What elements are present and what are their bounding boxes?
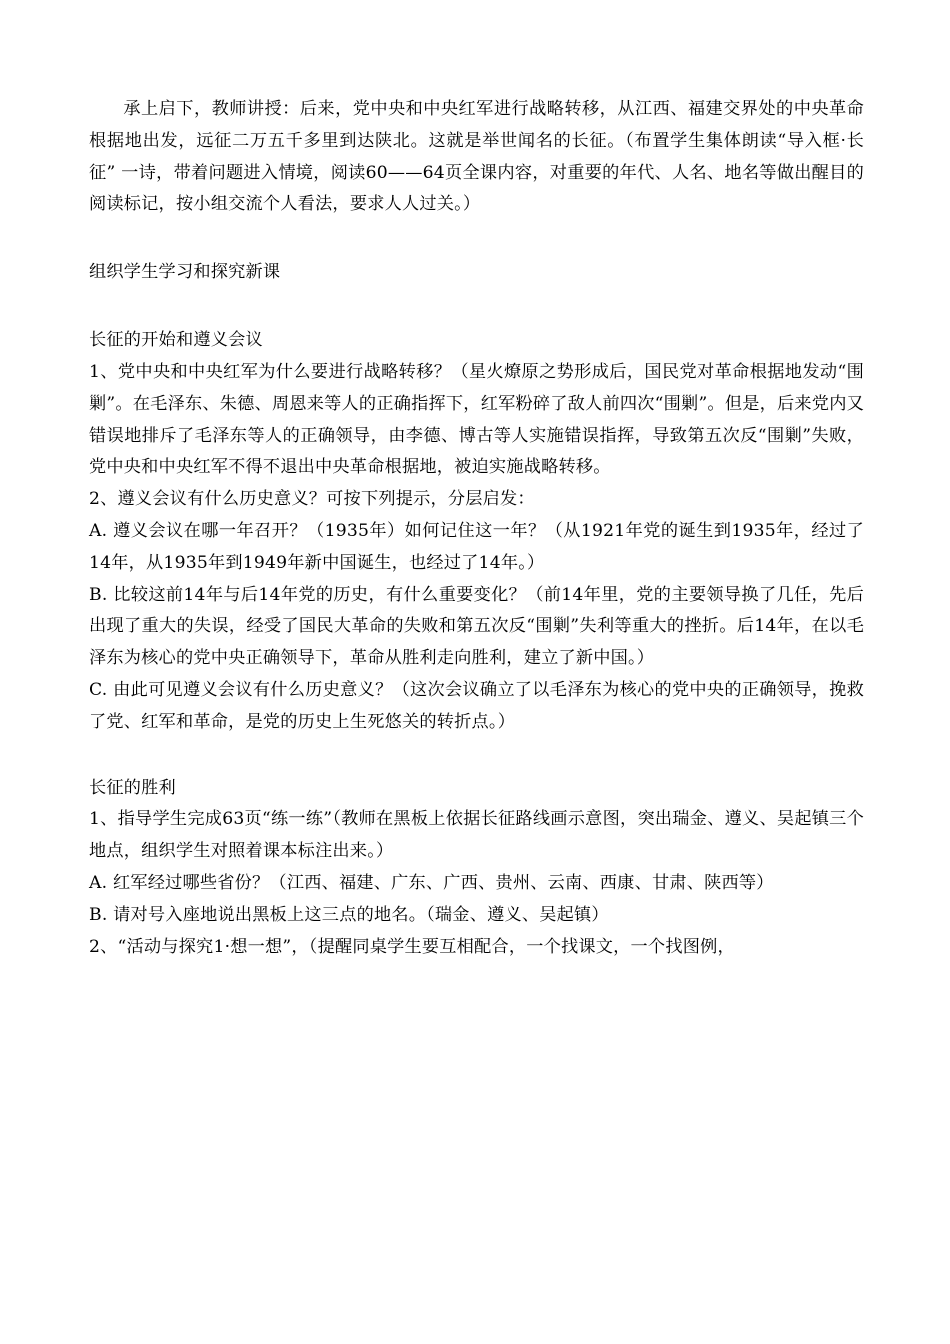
section-title: 组织学生学习和探究新课 <box>89 262 281 283</box>
part2-item-b: B. 请对号入座地说出黑板上这三点的地名。（瑞金、遵义、吴起镇） <box>89 904 609 925</box>
part1-question-2: 2、遵义会议有什么历史意义？可按下列提示，分层启发： <box>89 489 535 510</box>
part1-item-a: A. 遵义会议在哪一年召开？（1935年）如何记住这一年？（从1921年党的诞生到1935年，经过了14年，从1935年到1949年新中国诞生，也经过了14年。） <box>89 520 864 573</box>
part2-question-1: 1、指导学生完成63页“练一练”（教师在黑板上依据长征路线画示意图，突出瑞金、遵义、吴起镇三个地点，组织学生对照着课本标注出来。） <box>89 809 864 862</box>
part2-title: 长征的胜利 <box>89 777 176 798</box>
intro-paragraph: 承上启下，教师讲授：后来，党中央和中央红军进行战略转移，从江西、福建交界处的中央革命根据地出发，远征二万五千多里到达陕北。这就是举世闻名的长征。（布置学生集体朗读“导入框·长征” 一诗，带着问题进入情境，阅读60——64页全课内容，对重要的年代、人名、地名等做出醒目的阅读标记，按小组交流个人看法，要求人人过关。） <box>89 99 864 215</box>
part2-item-a: A. 红军经过哪些省份？（江西、福建、广东、广西、贵州、云南、西康、甘肃、陕西等） <box>89 873 774 894</box>
document-body <box>89 94 864 964</box>
part1-item-c: C. 由此可见遵义会议有什么历史意义？（这次会议确立了以毛泽东为核心的党中央的正确领导，挽救了党、红军和革命，是党的历史上生死悠关的转折点。） <box>89 680 864 732</box>
part1-title: 长征的开始和遵义会议 <box>89 330 263 351</box>
part1-question-1: 1、党中央和中央红军为什么要进行战略转移？（星火燎原之势形成后，国民党对革命根据地发动“围剿”。在毛泽东、朱德、周恩来等人的正确指挥下，红军粉碎了敌人前四次“围剿”。但是，后来党内又错误地排斥了毛泽东等人的正确领导，由李德、博古等人实施错误指挥，导致第五次反“围剿”失败，党中央和中央红军不得不退出中央革命根据地，被迫实施战略转移。 <box>89 361 864 478</box>
part2-question-2: 2、“活动与探究1·想一想”，（提醒同桌学生要互相配合，一个找课文，一个找图例， <box>89 936 735 957</box>
part1-item-b: B. 比较这前14年与后14年党的历史，有什么重要变化？（前14年里，党的主要领导换了几任，先后出现了重大的失误，经受了国民大革命的失败和第五次反“围剿”失利等重大的挫折。后14年，在以毛泽东为核心的党中央正确领导下，革命从胜利走向胜利，建立了新中国。） <box>89 584 864 669</box>
